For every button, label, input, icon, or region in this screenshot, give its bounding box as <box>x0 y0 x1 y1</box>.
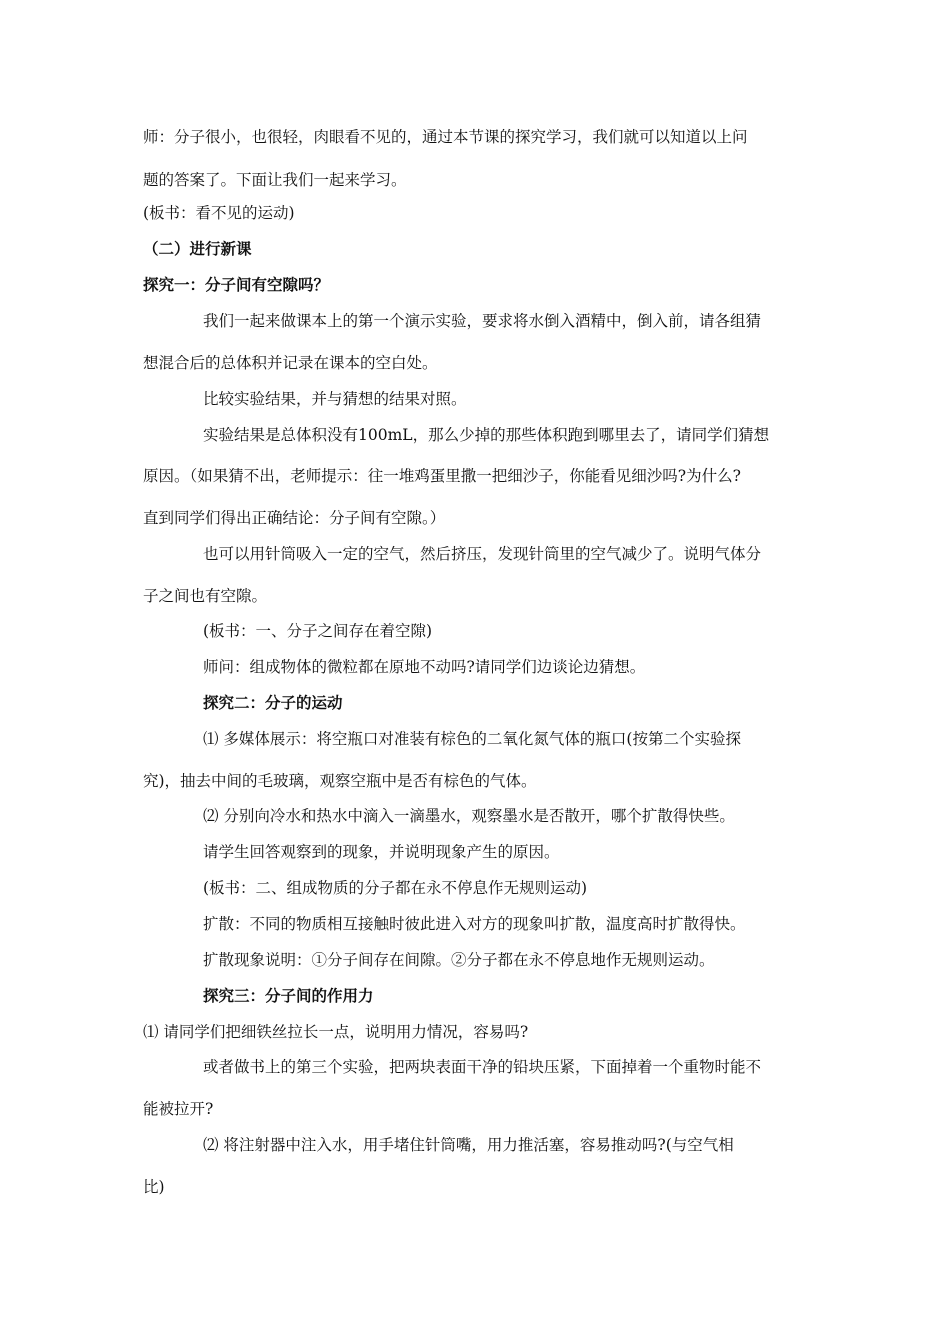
paragraph-line: 扩散现象说明：①分子间存在间隙。②分子都在永不停息地作无规则运动。 <box>203 951 715 969</box>
paragraph-line: 师：分子很小，也很轻，肉眼看不见的，通过本节课的探究学习，我们就可以知道以上问 <box>143 128 748 146</box>
paragraph-line: ⑴ 多媒体展示：将空瓶口对准装有棕色的二氧化氮气体的瓶口(按第二个实验探 <box>203 730 741 748</box>
paragraph-line: 扩散：不同的物质相互接触时彼此进入对方的现象叫扩散，温度高时扩散得快。 <box>203 915 746 933</box>
board-note: (板书：看不见的运动) <box>143 204 295 222</box>
inquiry-heading-3: 探究三：分子间的作用力 <box>203 986 374 1005</box>
paragraph-line: 题的答案了。下面让我们一起来学习。 <box>143 171 407 189</box>
board-note: (板书：一、分子之间存在着空隙) <box>203 622 433 640</box>
paragraph-line: 能被拉开? <box>143 1100 214 1118</box>
paragraph-line: 直到同学们得出正确结论：分子间有空隙。） <box>143 509 446 527</box>
paragraph-line: ⑵ 将注射器中注入水，用手堵住针筒嘴，用力推活塞，容易推动吗?(与空气相 <box>203 1136 734 1154</box>
section-heading: （二）进行新课 <box>143 239 252 258</box>
paragraph-line: 我们一起来做课本上的第一个演示实验，要求将水倒入酒精中，倒入前，请各组猜 <box>203 312 762 330</box>
paragraph-line: 究)，抽去中间的毛玻璃，观察空瓶中是否有棕色的气体。 <box>143 772 537 790</box>
paragraph-line: 或者做书上的第三个实验，把两块表面干净的铅块压紧，下面掉着一个重物时能不 <box>203 1058 762 1076</box>
paragraph-line: 师问：组成物体的微粒都在原地不动吗?请同学们边谈论边猜想。 <box>203 658 646 676</box>
paragraph-line: 想混合后的总体积并记录在课本的空白处。 <box>143 354 438 372</box>
paragraph-line: 比) <box>143 1178 165 1196</box>
paragraph-line: ⑴ 请同学们把细铁丝拉长一点，说明用力情况，容易吗? <box>143 1023 529 1041</box>
board-note: (板书：二、组成物质的分子都在永不停息作无规则运动) <box>203 879 588 897</box>
paragraph-line: 也可以用针筒吸入一定的空气，然后挤压，发现针筒里的空气减少了。说明气体分 <box>203 545 762 563</box>
inquiry-heading-1: 探究一：分子间有空隙吗？ <box>143 275 330 294</box>
paragraph-line: 子之间也有空隙。 <box>143 587 268 605</box>
paragraph-line: 实验结果是总体积没有100mL，那么少掉的那些体积跑到哪里去了，请同学们猜想 <box>203 426 770 444</box>
paragraph-line: ⑵ 分别向冷水和热水中滴入一滴墨水，观察墨水是否散开，哪个扩散得快些。 <box>203 807 735 825</box>
paragraph-line: 比较实验结果，并与猜想的结果对照。 <box>203 390 467 408</box>
paragraph-line: 请学生回答观察到的现象，并说明现象产生的原因。 <box>203 843 560 861</box>
paragraph-line: 原因。（如果猜不出，老师提示：往一堆鸡蛋里撒一把细沙子，你能看见细沙吗?为什么? <box>143 467 741 485</box>
inquiry-heading-2: 探究二：分子的运动 <box>203 693 343 712</box>
